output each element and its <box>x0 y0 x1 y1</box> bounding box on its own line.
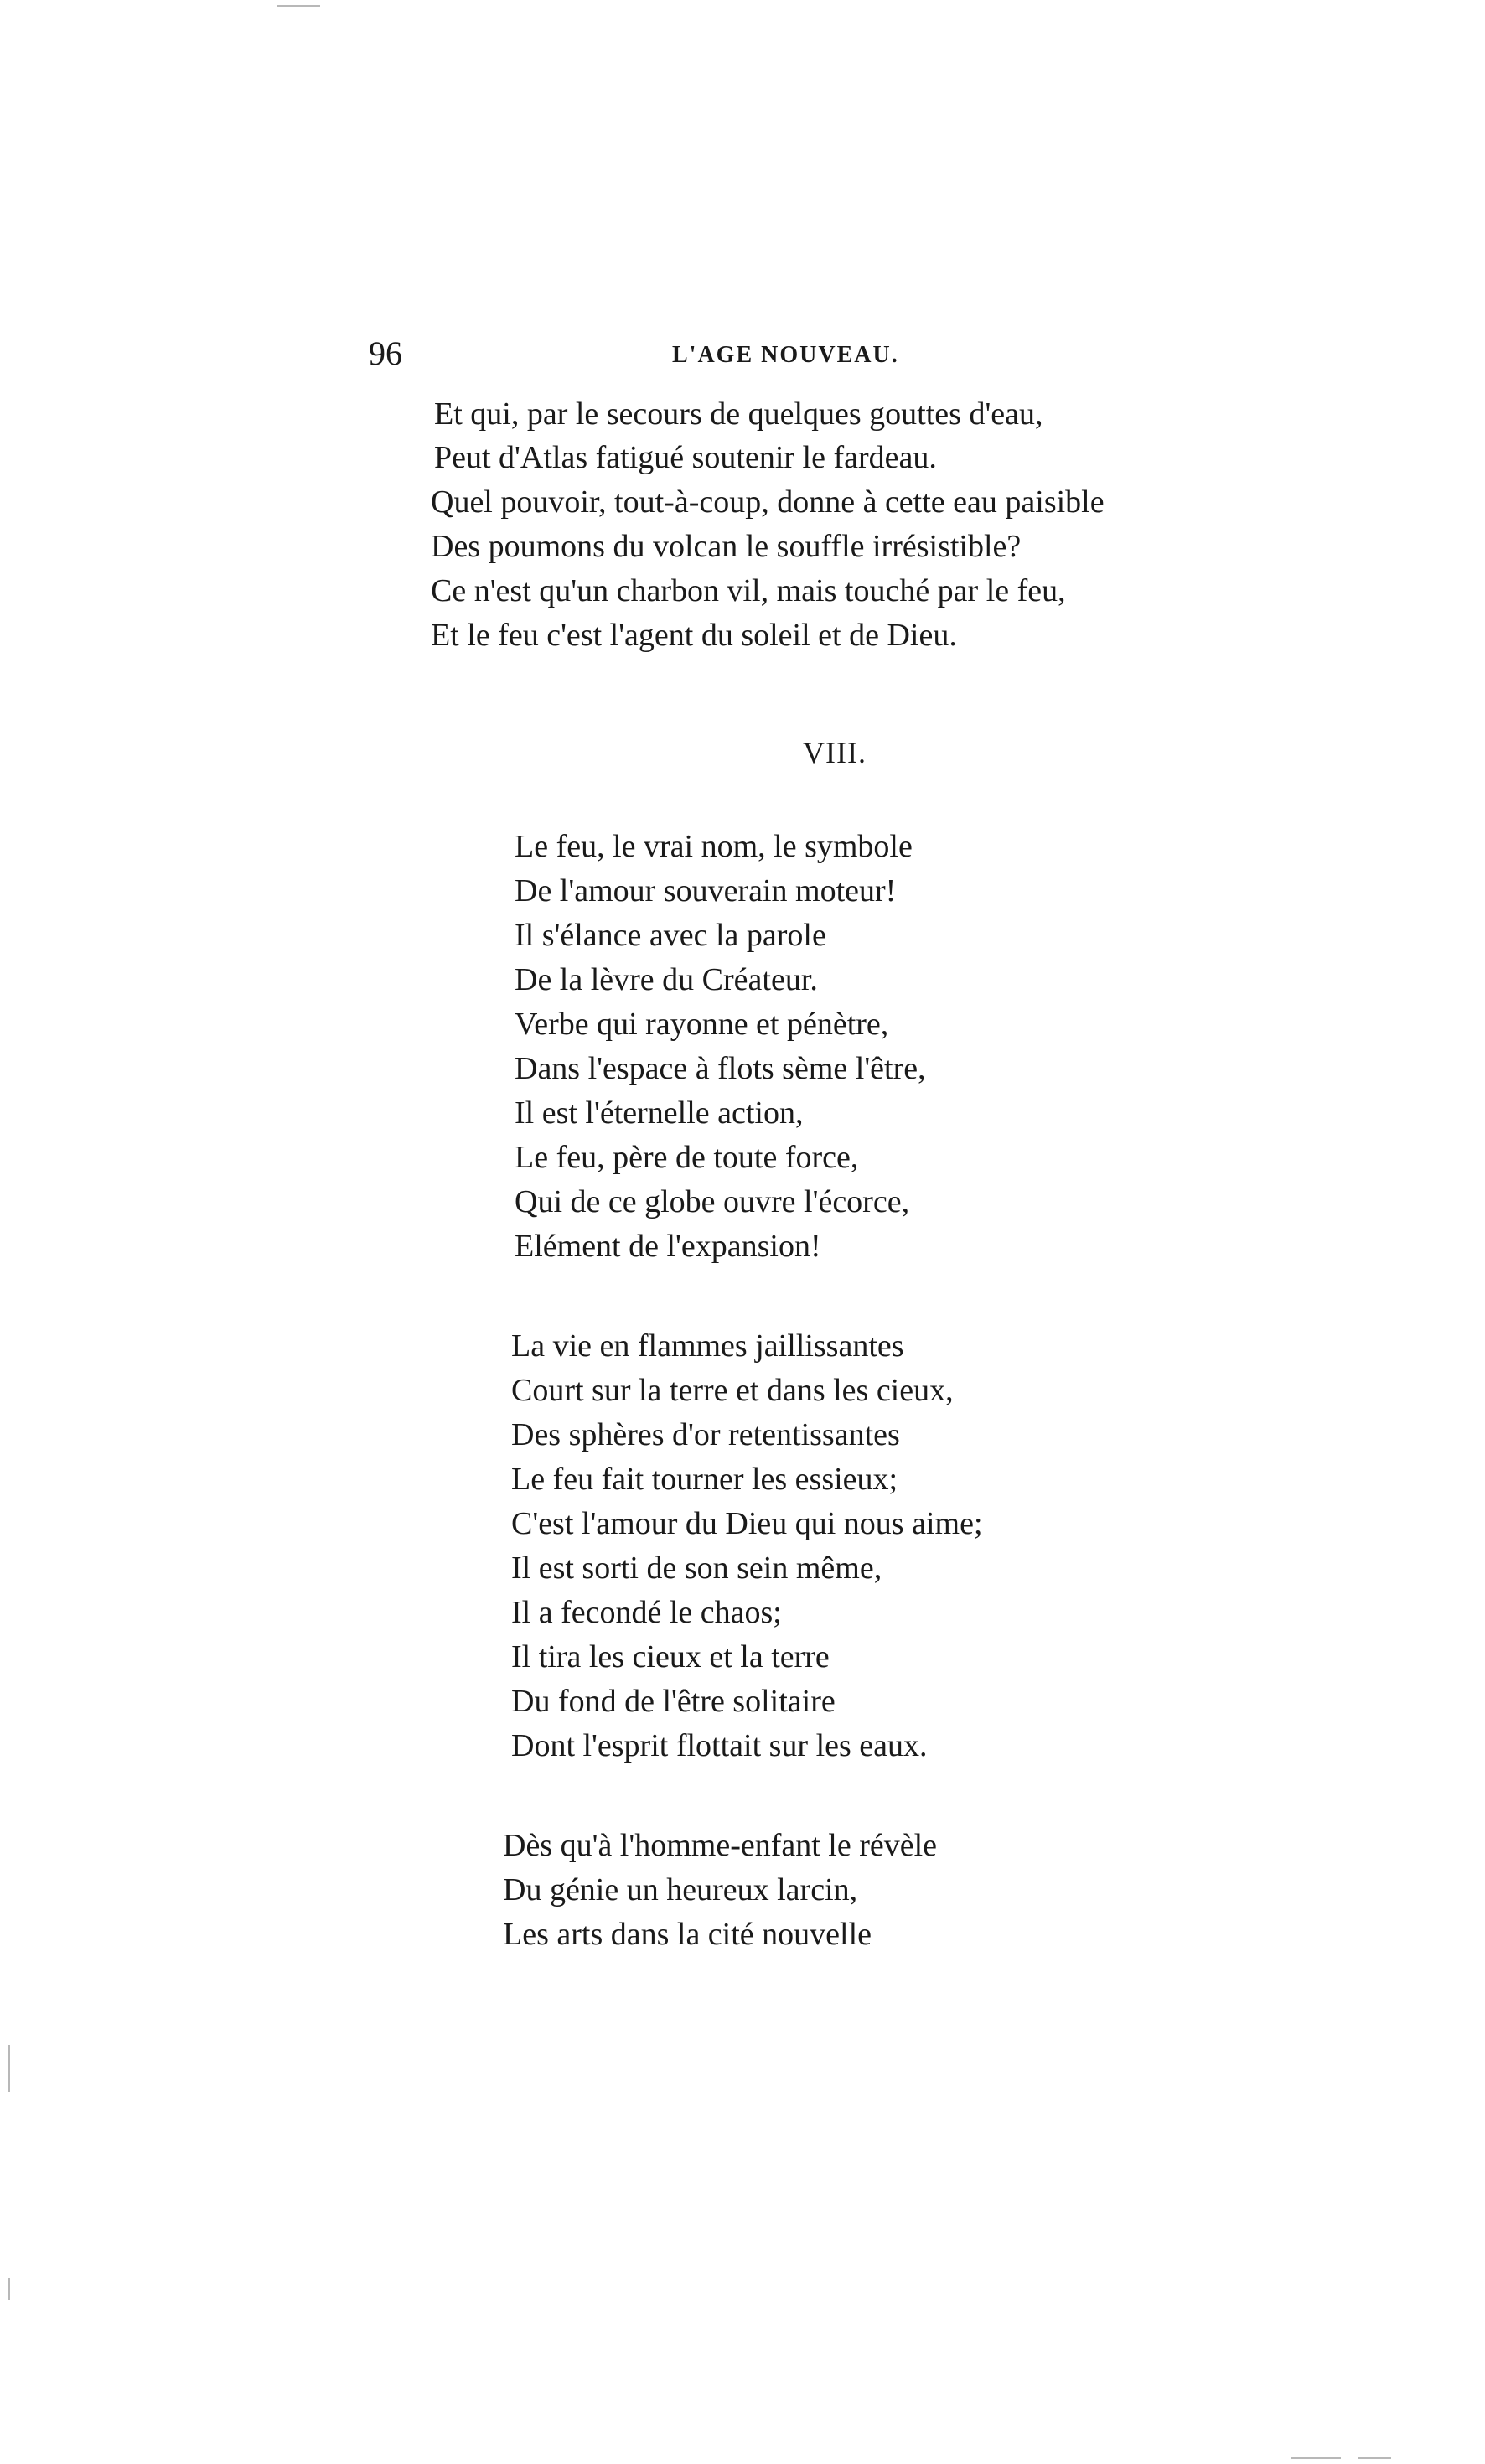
verse-line: Verbe qui rayonne et pénètre, <box>515 1007 889 1042</box>
verse-line: Du génie un heureux larcin, <box>503 1872 858 1908</box>
verse-line: Il a fecondé le chaos; <box>511 1595 782 1630</box>
running-title: L'AGE NOUVEAU. <box>672 342 899 368</box>
section-number: VIII. <box>803 736 867 769</box>
scan-edge-mark-top <box>277 5 320 7</box>
verse-line: Le feu, père de toute force, <box>515 1140 859 1175</box>
verse-line: Et le feu c'est l'agent du soleil et de Dieu. <box>431 618 957 653</box>
verse-line: Quel pouvoir, tout-à-coup, donne à cette eau paisible <box>431 484 1105 520</box>
verse-line: La vie en flammes jaillissantes <box>511 1328 904 1364</box>
verse-line: Le feu, le vrai nom, le symbole <box>515 829 913 864</box>
verse-line: De la lèvre du Créateur. <box>515 962 818 997</box>
verse-line: Peut d'Atlas fatigué soutenir le fardeau. <box>434 440 937 475</box>
scan-edge-mark-bottom <box>1291 2457 1341 2459</box>
verse-line: Le feu fait tourner les essieux; <box>511 1462 898 1497</box>
verse-line: Des sphères d'or retentissantes <box>511 1417 900 1452</box>
scan-edge-mark-bottom-right <box>1358 2457 1391 2459</box>
verse-line: Court sur la terre et dans les cieux, <box>511 1373 954 1408</box>
verse-line: Et qui, par le secours de quelques gouttes d'eau, <box>434 396 1043 432</box>
verse-line: Il s'élance avec la parole <box>515 918 826 953</box>
verse-line: C'est l'amour du Dieu qui nous aime; <box>511 1506 983 1541</box>
page-number: 96 <box>369 334 402 372</box>
verse-line: Elément de l'expansion! <box>515 1229 821 1264</box>
verse-line: Les arts dans la cité nouvelle <box>503 1917 872 1952</box>
verse-line: Il est l'éternelle action, <box>515 1095 804 1131</box>
verse-line: Ce n'est qu'un charbon vil, mais touché par le feu, <box>431 573 1066 608</box>
verse-line: De l'amour souverain moteur! <box>515 873 897 908</box>
verse-line: Dans l'espace à flots sème l'être, <box>515 1051 926 1086</box>
verse-line: Qui de ce globe ouvre l'écorce, <box>515 1184 910 1219</box>
scan-edge-mark-left-lower <box>8 2278 10 2300</box>
verse-line: Des poumons du volcan le souffle irrésistible? <box>431 529 1022 564</box>
verse-line: Du fond de l'être solitaire <box>511 1684 836 1719</box>
verse-line: Dès qu'à l'homme-enfant le révèle <box>503 1828 938 1863</box>
verse-line: Dont l'esprit flottait sur les eaux. <box>511 1728 928 1763</box>
scan-edge-mark-left <box>8 2045 10 2092</box>
verse-line: Il est sorti de son sein même, <box>511 1550 882 1586</box>
verse-line: Il tira les cieux et la terre <box>511 1639 830 1675</box>
